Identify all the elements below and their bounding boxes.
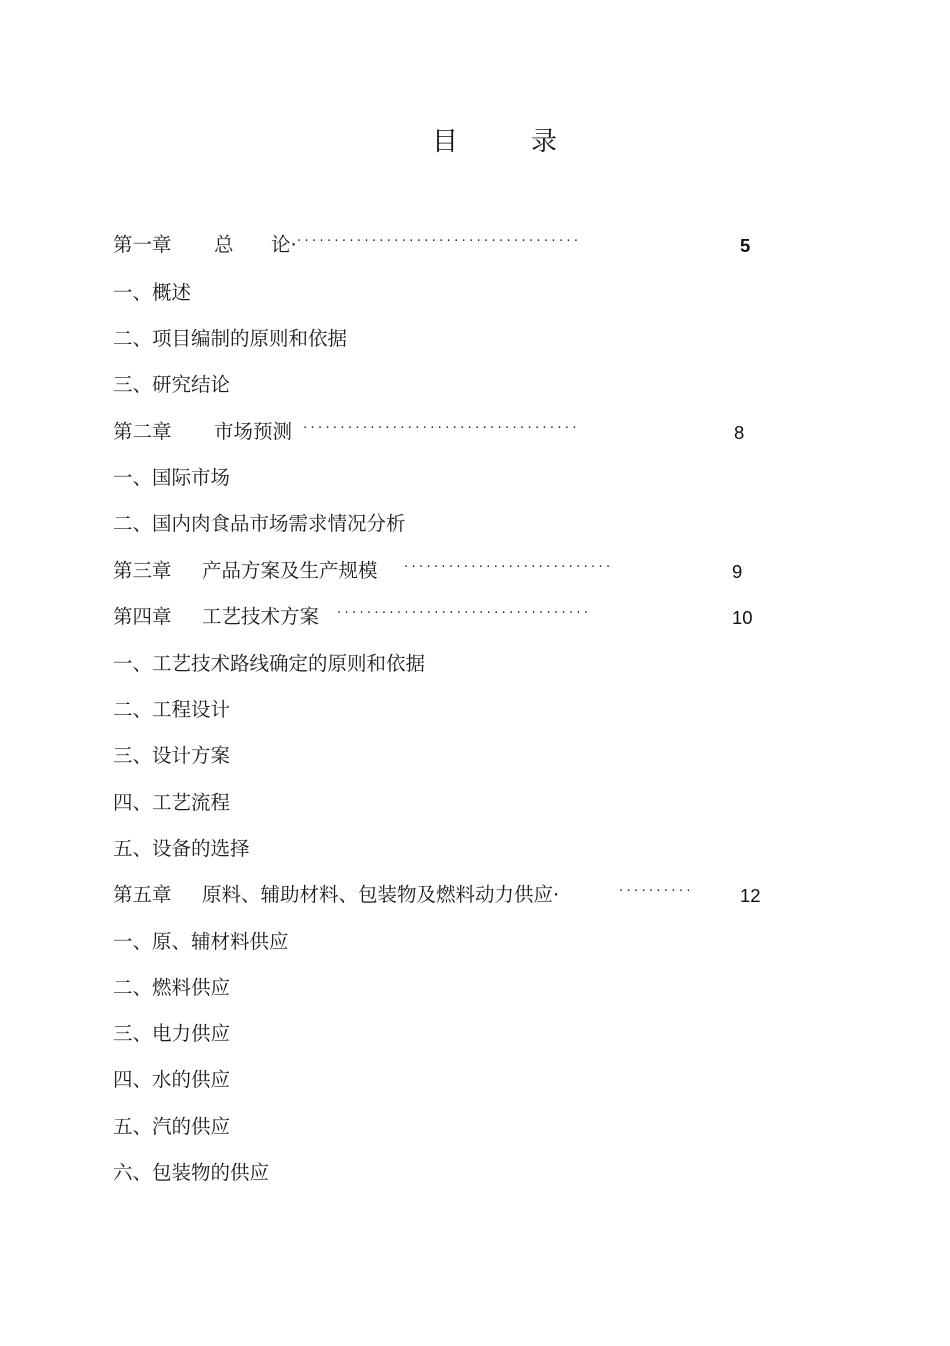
chapter-number: 第一章 xyxy=(113,233,172,256)
chapter-title: 市场预测 xyxy=(214,420,293,443)
toc-entry-section[interactable]: 五、设备的选择 xyxy=(113,837,250,860)
leader-dots: ······································ xyxy=(297,234,582,249)
chapter-title: 产品方案及生产规模 xyxy=(202,559,378,582)
chapter-number: 第五章 xyxy=(113,883,172,906)
toc-entry-section[interactable]: 四、水的供应 xyxy=(113,1068,231,1091)
page-number: 12 xyxy=(740,885,761,906)
toc-entry-section[interactable]: 一、原、辅材料供应 xyxy=(113,930,289,953)
chapter-number: 第四章 xyxy=(113,605,172,628)
toc-entry-section[interactable]: 四、工艺流程 xyxy=(113,791,231,814)
toc-entry-section[interactable]: 一、国际市场 xyxy=(113,466,231,489)
chapter-title-part-2: 论· xyxy=(271,233,297,256)
page-number: 8 xyxy=(734,422,745,443)
toc-entry-section[interactable]: 二、国内肉食品市场需求情况分析 xyxy=(113,512,406,535)
toc-entry-section[interactable]: 一、概述 xyxy=(113,281,192,304)
toc-entry-section[interactable]: 六、包装物的供应 xyxy=(113,1161,270,1184)
toc-entry-section[interactable]: 三、电力供应 xyxy=(113,1022,231,1045)
toc-entry-section[interactable]: 五、汽的供应 xyxy=(113,1115,231,1138)
toc-title xyxy=(0,124,950,160)
leader-dots: ····································· xyxy=(303,421,580,436)
toc-entry-section[interactable]: 一、工艺技术路线确定的原则和依据 xyxy=(113,652,426,675)
toc-title-char-1: 目 xyxy=(432,127,459,157)
leader-dots: ···························· xyxy=(404,560,614,575)
chapter-number: 第三章 xyxy=(113,559,172,582)
leader-dots: ·········· xyxy=(619,884,694,899)
page-number: 5 xyxy=(740,235,751,256)
toc-entry-section[interactable]: 三、研究结论 xyxy=(113,373,231,396)
chapter-number: 第二章 xyxy=(113,420,172,443)
leader-dots: ·································· xyxy=(337,606,592,621)
chapter-title-part-1: 总 xyxy=(214,233,234,256)
chapter-title: 工艺技术方案 xyxy=(202,605,320,628)
page-number: 10 xyxy=(732,607,753,628)
toc-entry-section[interactable]: 二、项目编制的原则和依据 xyxy=(113,327,348,350)
page-number: 9 xyxy=(732,561,743,582)
toc-title-char-2: 录 xyxy=(531,127,558,157)
toc-entry-section[interactable]: 二、工程设计 xyxy=(113,698,231,721)
toc-entry-section[interactable]: 二、燃料供应 xyxy=(113,976,231,999)
chapter-title: 原料、辅助材料、包装物及燃料动力供应· xyxy=(202,883,560,906)
toc-entry-section[interactable]: 三、设计方案 xyxy=(113,744,231,767)
